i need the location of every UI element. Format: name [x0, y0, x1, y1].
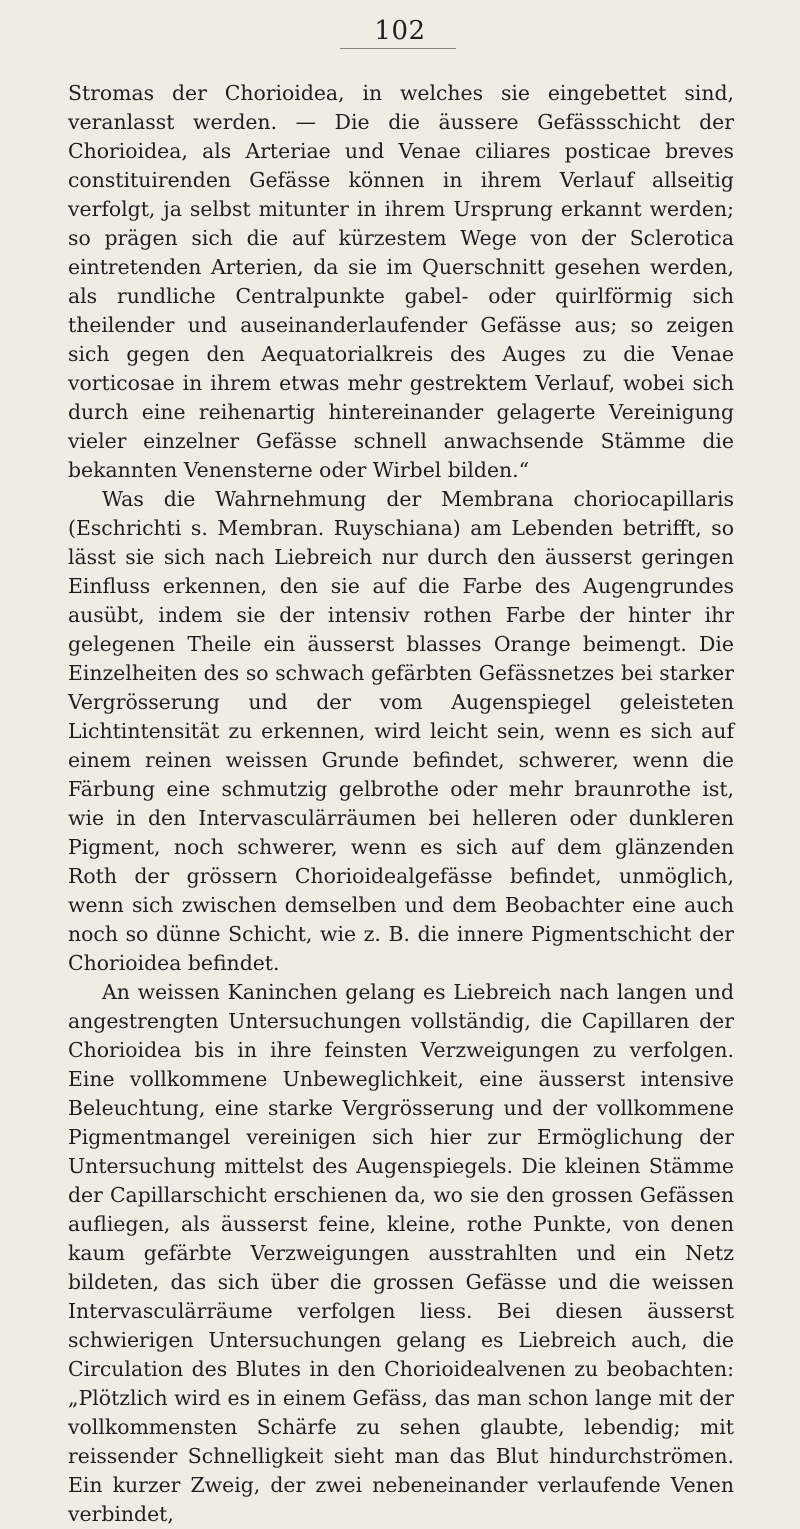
paragraph-2: Was die Wahrnehmung der Membrana choriocapillaris (Eschrichti s. Membran. Ruyschiana) am Lebenden betrifft, so lässt sie sich nach Liebreich nur durch den äusserst geringen Einfluss erkennen, den sie auf die Farbe des Augengrundes ausübt, indem sie der intensiv rothen Farbe der hinter ihr gelegenen Theile ein äusserst blasses Orange beimengt. Die Einzelheiten des so schwach gefärbten Gefässnetzes bei starker Vergrösserung und der vom Augenspiegel geleisteten Lichtintensität zu erkennen, wird leicht sein, wenn es sich auf einem reinen weissen Grunde befindet, schwerer, wenn die Färbung eine schmutzig gelbrothe oder mehr braunrothe ist, wie in den Intervasculärräumen bei helleren oder dunkleren Pigment, noch schwerer, wenn es sich auf dem glänzenden Roth der grössern Chorioidealgefässe befindet, unmöglich, wenn sich zwischen demselben und dem Beobachter eine auch noch so dünne Schicht, wie z. B. die innere Pigmentschicht der Chorioidea befindet. — [68, 487, 734, 975]
body-text — [68, 79, 734, 1529]
paragraph-1: Stromas der Chorioidea, in welches sie eingebettet sind, veranlasst werden. — Die die äussere Gefässschicht der Chorioidea, als Arteriae und Venae ciliares posticae breves constituirenden Gefässe können in ihrem Verlauf allseitig verfolgt, ja selbst mitunter in ihrem Ursprung erkannt werden; so prägen sich die auf kürzestem Wege von der Sclerotica eintretenden Arterien, da sie im Querschnitt gesehen werden, als rundliche Centralpunkte gabel- oder quirlförmig sich theilender und auseinanderlaufender Gefässe aus; so zeigen sich gegen den Aequatorialkreis des Auges zu die Venae vorticosae in ihrem etwas mehr gestrektem Verlauf, wobei sich durch eine reihenartig hintereinander gelagerte Vereinigung vieler einzelner Gefässe schnell anwachsende Stämme die bekannten Venensterne oder Wirbel bilden.“ — [68, 81, 734, 482]
paragraph-3: An weissen Kaninchen gelang es Liebreich nach langen und angestrengten Untersuchungen vollständig, die Capillaren der Chorioidea bis in ihre feinsten Verzweigungen zu verfolgen. Eine vollkommene Unbeweglichkeit, eine äusserst intensive Beleuchtung, eine starke Vergrösserung und der vollkommene Pigmentmangel vereinigen sich hier zur Ermöglichung der Untersuchung mittelst des Augenspiegels. Die kleinen Stämme der Capillarschicht erschienen da, wo sie den grossen Gefässen aufliegen, als äusserst feine, kleine, rothe Punkte, von denen kaum gefärbte Verzweigungen ausstrahlten und ein Netz bildeten, das sich über die grossen Gefässe und die weissen Intervasculärräume verfolgen liess. Bei diesen äusserst schwierigen Untersuchungen gelang es Liebreich auch, die Circulation des Blutes in den Chorioidealvenen zu beobachten: „Plötzlich wird es in einem Gefäss, das man schon lange mit der vollkommensten Schärfe zu sehen glaubte, lebendig; mit reissender Schnelligkeit sieht man das Blut hindurchströmen. Ein kurzer Zweig, der zwei nebeneinander verlaufende Venen verbindet, — [68, 980, 734, 1526]
page-number: 102 — [0, 18, 800, 44]
